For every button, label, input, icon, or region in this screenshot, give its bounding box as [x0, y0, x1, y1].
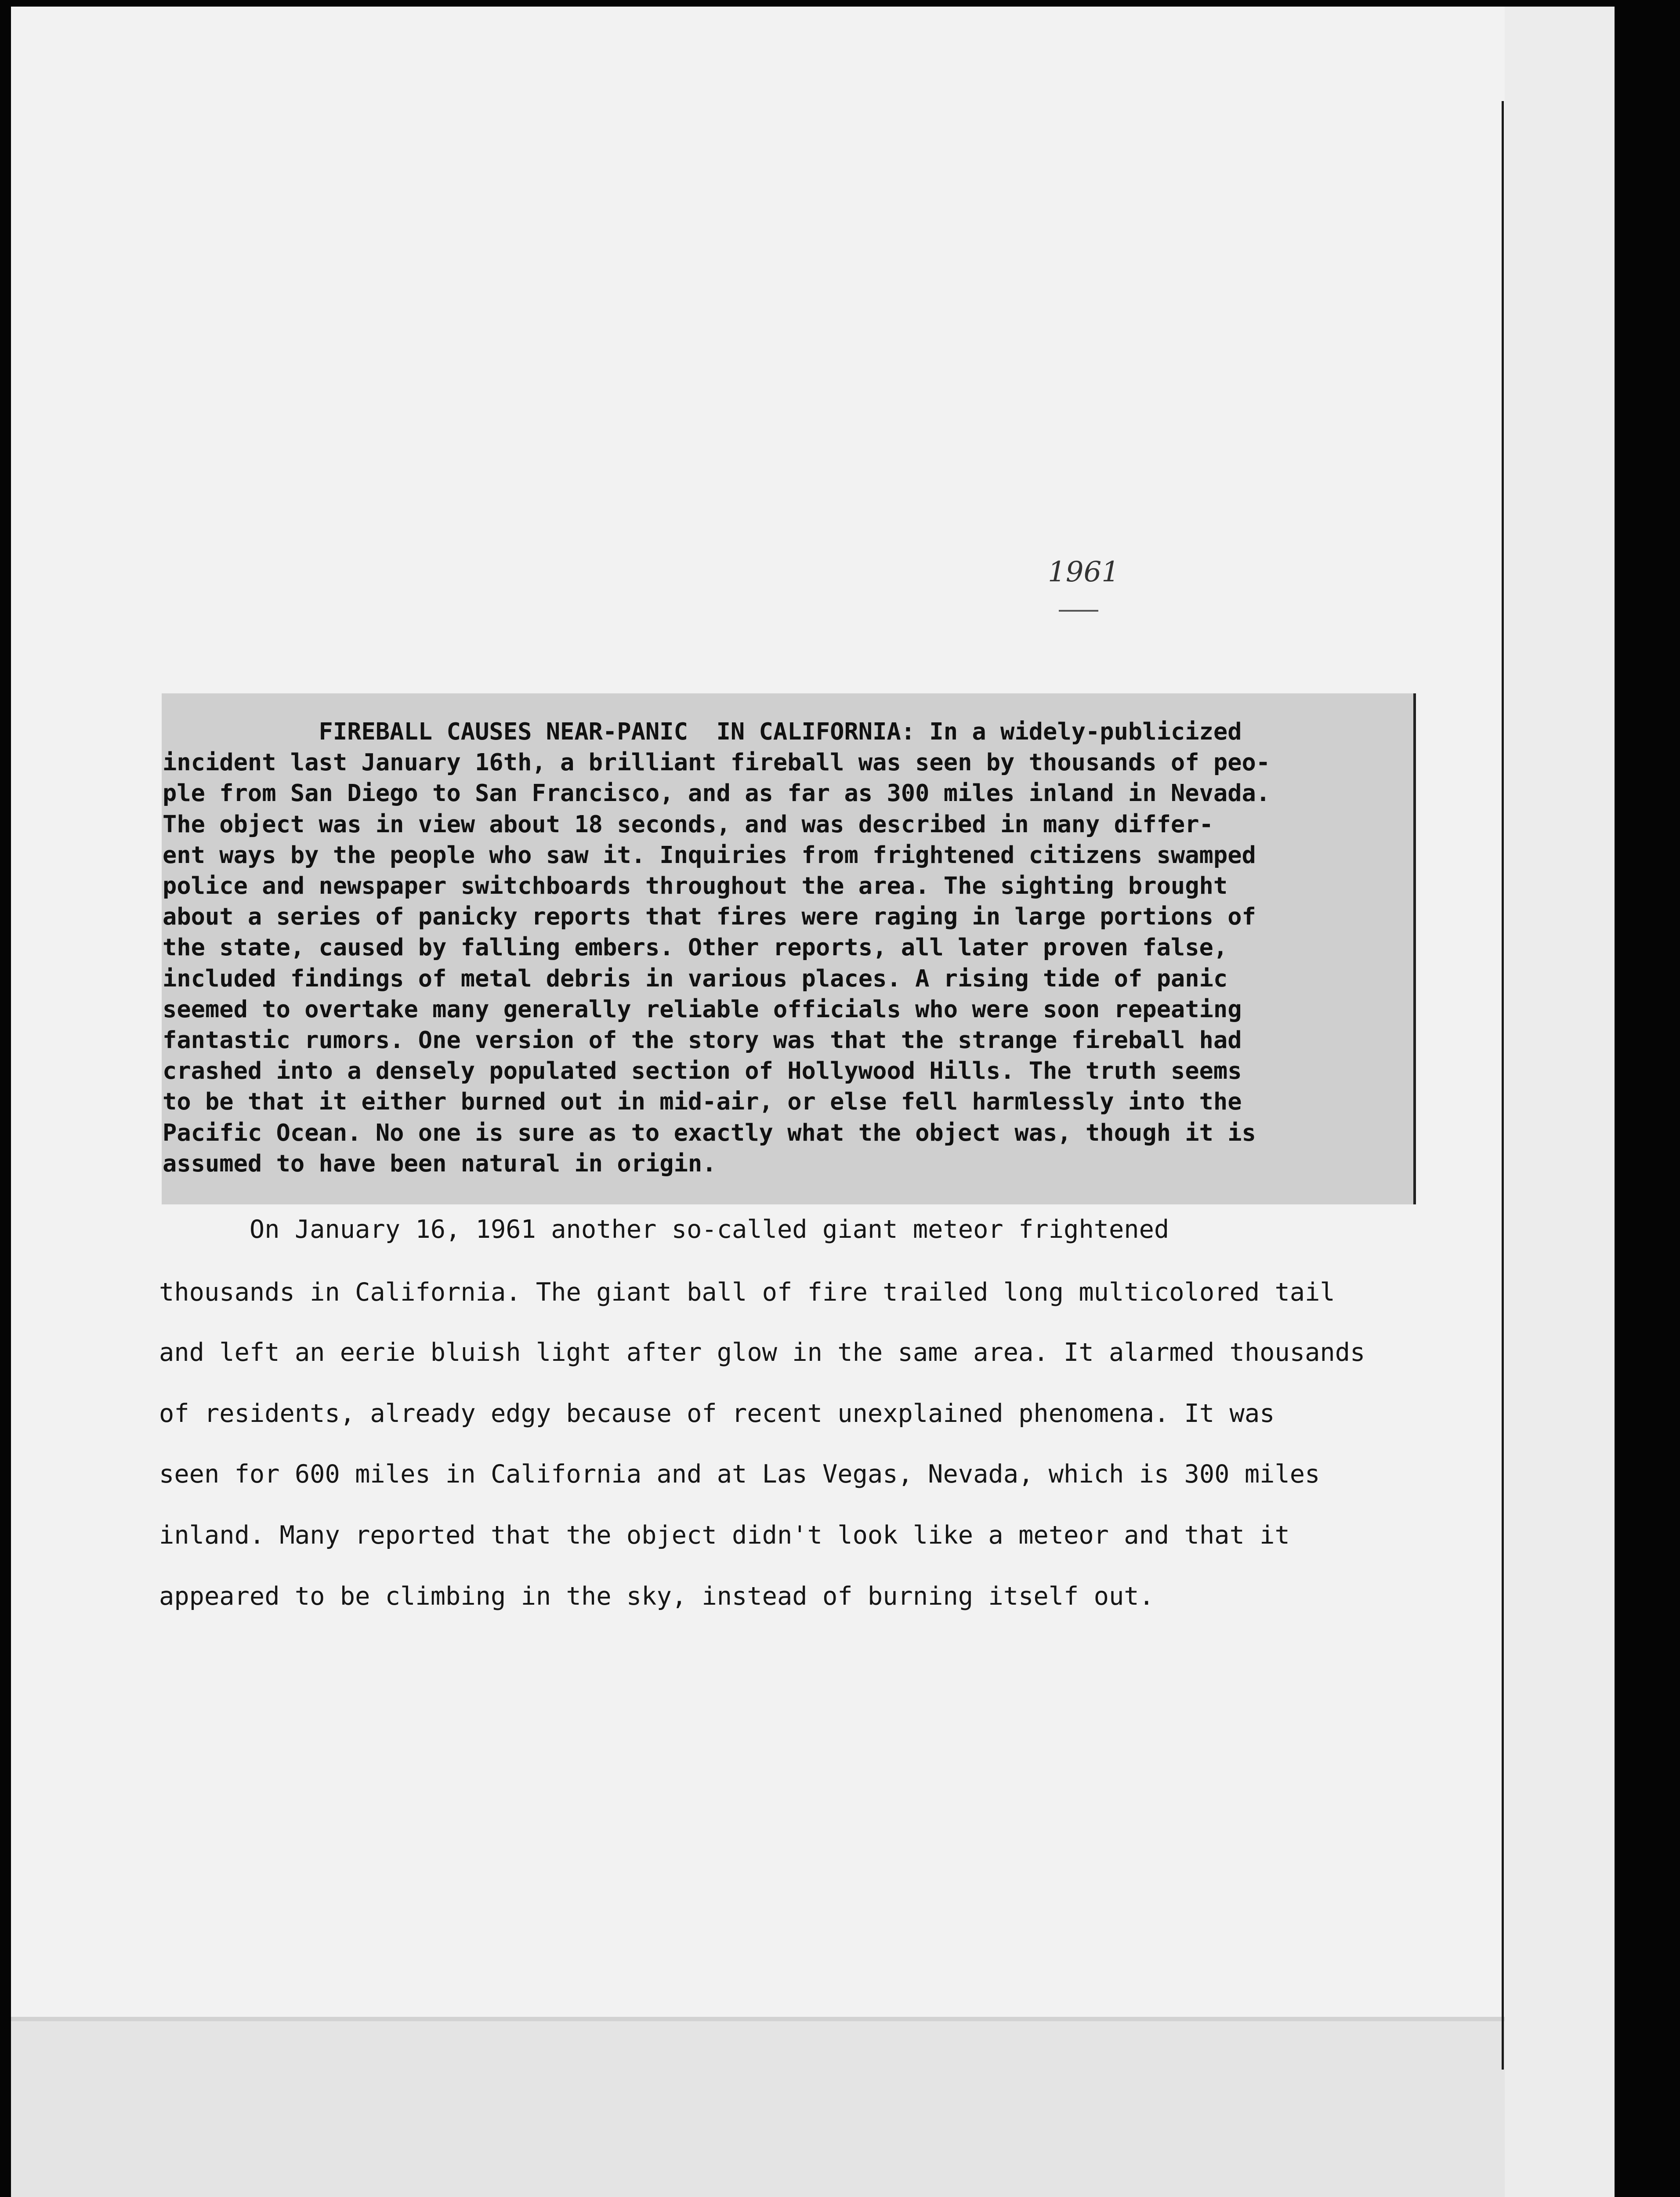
typed-line: and left an eerie bluish light after glow in the same area. It alarmed thousands	[159, 1338, 1365, 1367]
clipping-line: Pacific Ocean. No one is sure as to exactly what the object was, though it is	[163, 1118, 1256, 1146]
clipping-line: seemed to overtake many generally reliable officials who were soon repeating	[163, 995, 1242, 1023]
paper-right-strip	[1505, 7, 1615, 2197]
typed-line: On January 16, 1961 another so-called giant meteor frightened	[159, 1215, 1169, 1244]
clipping-line: crashed into a densely populated section of Hollywood Hills. The truth seems	[163, 1057, 1242, 1085]
clipping-line: FIREBALL CAUSES NEAR-PANIC IN CALIFORNIA: In a widely-publicized	[163, 718, 1242, 745]
clipping-line: ple from San Diego to San Francisco, and as far as 300 miles inland in Nevada.	[163, 779, 1271, 807]
clipping-line: the state, caused by falling embers. Other reports, all later proven false,	[163, 933, 1228, 961]
clipping-line: to be that it either burned out in mid-air, or else fell harmlessly into the	[163, 1088, 1242, 1116]
clipping-line: about a series of panicky reports that fires were raging in large portions of	[163, 903, 1256, 931]
clipping-line: included findings of metal debris in various places. A rising tide of panic	[163, 964, 1228, 992]
paper-edge-line	[1502, 101, 1504, 2070]
handwritten-underline	[1059, 610, 1098, 612]
typed-line: appeared to be climbing in the sky, instead of burning itself out.	[159, 1582, 1154, 1611]
clipping-line: incident last January 16th, a brilliant fireball was seen by thousands of peo-	[163, 748, 1271, 776]
typed-line: seen for 600 miles in California and at Las Vegas, Nevada, which is 300 miles	[159, 1460, 1320, 1489]
clipping-line: police and newspaper switchboards throughout the area. The sighting brought	[163, 872, 1228, 900]
typed-line: thousands in California. The giant ball of fire trailed long multicolored tail	[159, 1278, 1335, 1307]
clipping-line: fantastic rumors. One version of the story was that the strange fireball had	[163, 1026, 1242, 1054]
clipping-line: ent ways by the people who saw it. Inquiries from frightened citizens swamped	[163, 841, 1256, 869]
clipping-line: assumed to have been natural in origin.	[163, 1149, 717, 1177]
paper-sheet-lower	[11, 2021, 1615, 2197]
handwritten-year: 1961	[1048, 556, 1119, 588]
typed-line: inland. Many reported that the object didn't look like a meteor and that it	[159, 1521, 1290, 1550]
clipping-text	[163, 716, 1384, 1179]
typed-line: of residents, already edgy because of recent unexplained phenomena. It was	[159, 1399, 1275, 1428]
clipping-line: The object was in view about 18 seconds, and was described in many differ-	[163, 810, 1213, 838]
